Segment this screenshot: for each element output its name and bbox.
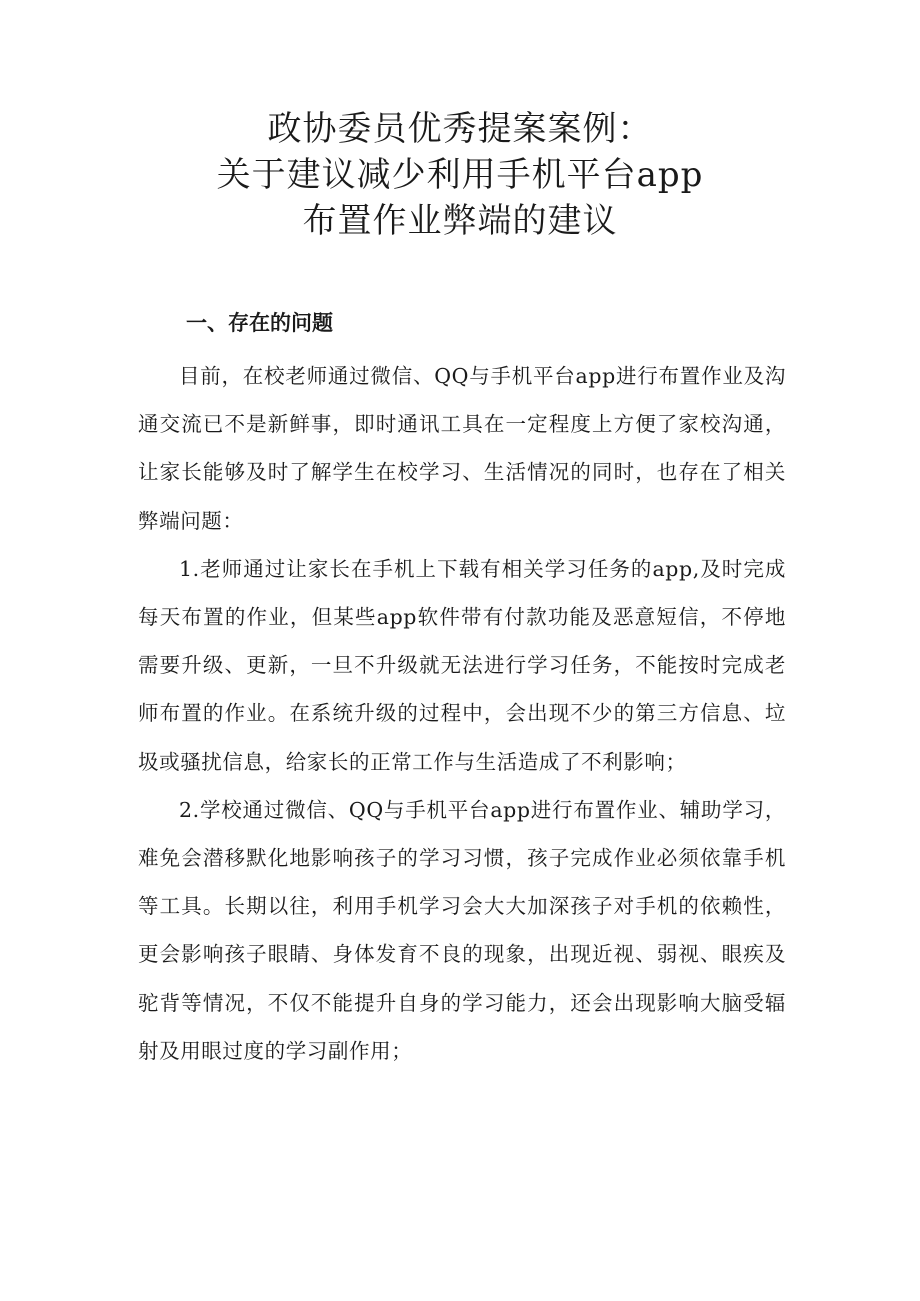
title-line-3: 布置作业弊端的建议 (302, 201, 618, 241)
document-title (0, 106, 920, 244)
title-line-1: 政协委员优秀提案案例： (267, 109, 653, 149)
document-body (138, 352, 786, 1075)
paragraph-point-1: 1.老师通过让家长在手机上下载有相关学习任务的app,及时完成每天布置的作业，但某些app软件带有付款功能及恶意短信，不停地需要升级、更新，一旦不升级就无法进行学习任务，不能按时完成老师布置的作业。在系统升级的过程中，会出现不少的第三方信息、垃圾或骚扰信息，给家长的正常工作与生活造成了不利影响； (138, 556, 786, 774)
title-line-2: 关于建议减少利用手机平台app (216, 155, 704, 195)
section-heading: 一、存在的问题 (186, 311, 333, 335)
paragraph-point-2: 2.学校通过微信、QQ与手机平台app进行布置作业、辅助学习，难免会潜移默化地影响孩子的学习习惯，孩子完成作业必须依靠手机等工具。长期以往，利用手机学习会大大加深孩子对手机的依赖性，更会影响孩子眼睛、身体发育不良的现象，出现近视、弱视、眼疾及驼背等情况，不仅不能提升自身的学习能力，还会出现影响大脑受辐射及用眼过度的学习副作用； (138, 797, 786, 1063)
paragraph-intro: 目前，在校老师通过微信、QQ与手机平台app进行布置作业及沟通交流已不是新鲜事，即时通讯工具在一定程度上方便了家校沟通，让家长能够及时了解学生在校学习、生活情况的同时，也存在了相关弊端问题： (138, 364, 786, 533)
